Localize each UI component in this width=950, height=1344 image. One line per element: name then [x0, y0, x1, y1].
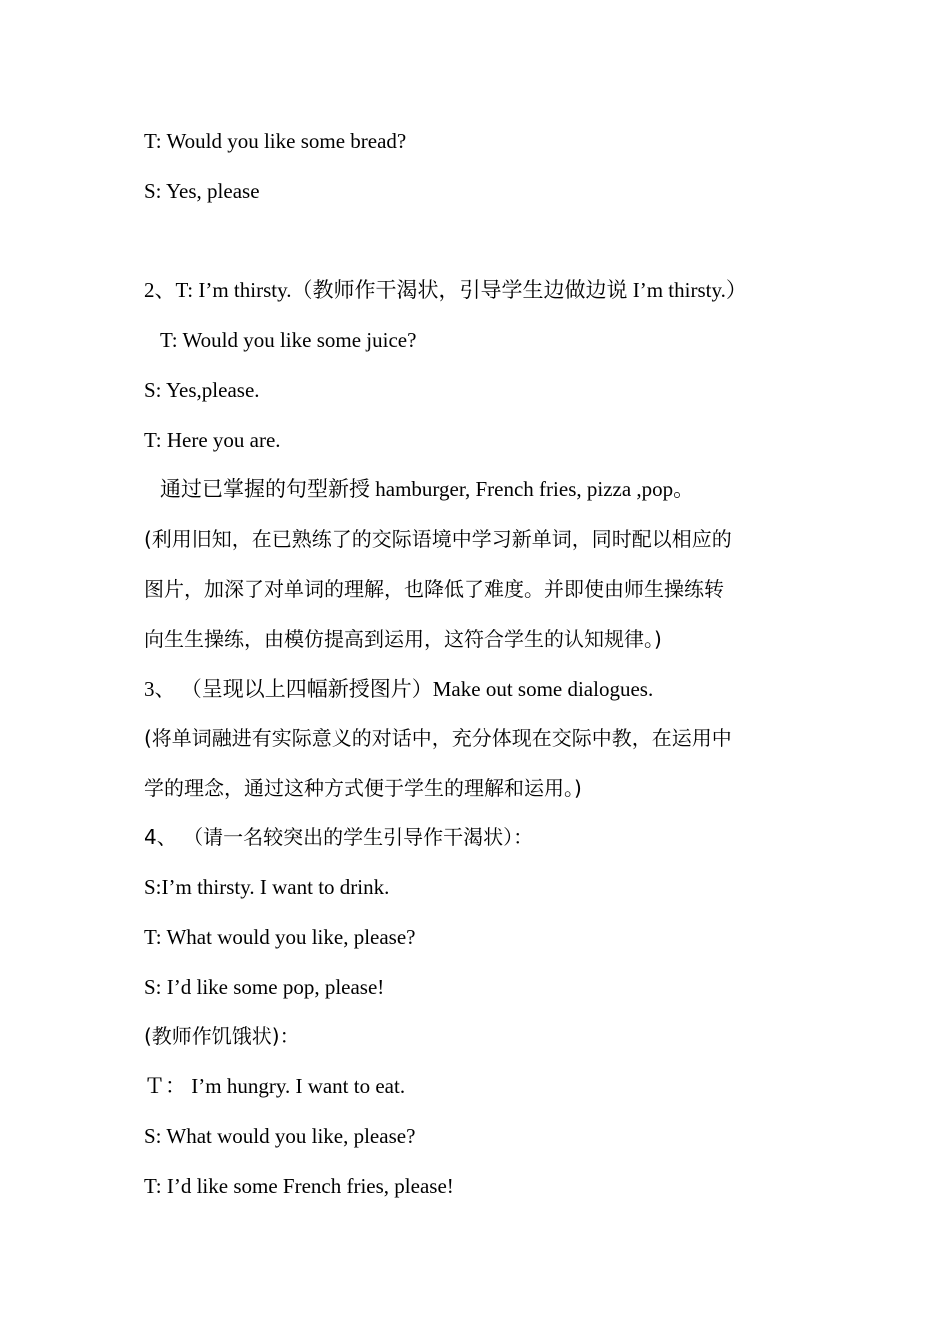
- dialogue-line: S: Yes,please.: [144, 378, 260, 402]
- dialogue-line: S: I’d like some pop, please!: [144, 975, 385, 999]
- dialogue-line: S: Yes, please: [144, 179, 260, 203]
- dialogue-line: T: What would you like, please?: [144, 925, 416, 949]
- step-3-line: 3、 （呈现以上四幅新授图片）Make out some dialogues.: [144, 677, 654, 701]
- step-4-line: 4、 （请一名较突出的学生引导作干渴状）：: [144, 825, 534, 849]
- dialogue-line: S:I’m thirsty. I want to drink.: [144, 875, 390, 899]
- dialogue-line: T: Here you are.: [144, 428, 281, 452]
- dialogue-line: Ｔ： I’m hungry. I want to eat.: [144, 1074, 406, 1098]
- teaching-note-line: 通过已掌握的句型新授 hamburger, French fries, pizza ,pop。: [160, 477, 695, 501]
- commentary-line: (利用旧知，在已熟练了的交际语境中学习新单词，同时配以相应的: [144, 527, 732, 551]
- commentary-line: 图片，加深了对单词的理解，也降低了难度。并即使由师生操练转: [144, 577, 724, 601]
- stage-direction-line: (教师作饥饿状)：: [144, 1024, 300, 1048]
- dialogue-line: T: I’d like some French fries, please!: [144, 1174, 454, 1198]
- dialogue-line: T: Would you like some juice?: [160, 328, 417, 352]
- commentary-line: 向生生操练，由模仿提高到运用，这符合学生的认知规律。): [144, 627, 662, 651]
- dialogue-line: T: Would you like some bread?: [144, 129, 407, 153]
- commentary-line: 学的理念，通过这种方式便于学生的理解和运用。): [144, 776, 582, 800]
- step-2-line: 2、T: I’m thirsty.（教师作干渴状，引导学生边做边说 I’m thirsty.）: [144, 278, 747, 302]
- commentary-line: (将单词融进有实际意义的对话中，充分体现在交际中教，在运用中: [144, 726, 732, 750]
- dialogue-line: S: What would you like, please?: [144, 1124, 416, 1148]
